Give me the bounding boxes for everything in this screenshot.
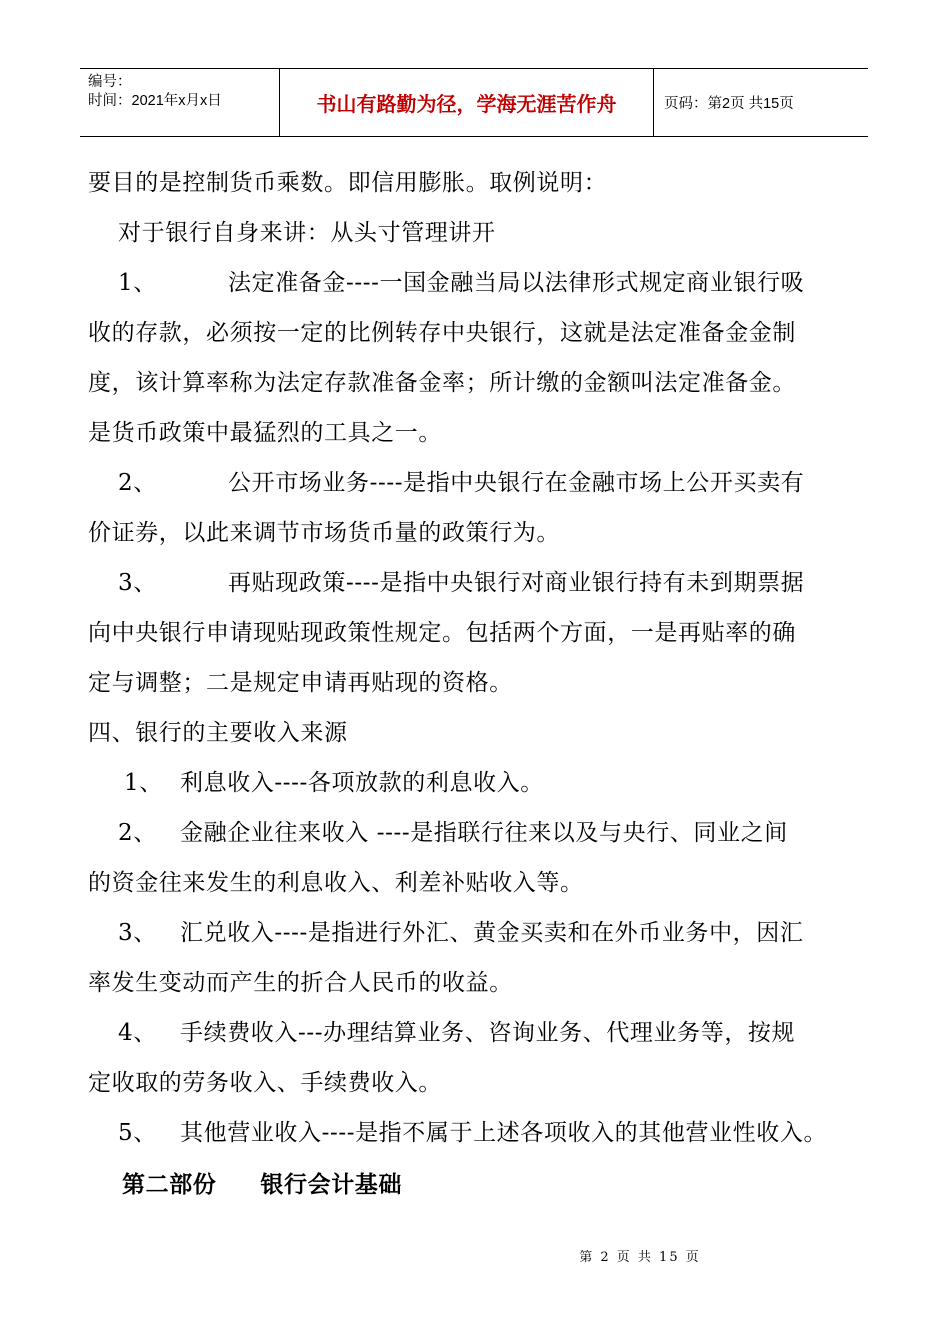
item-text: 汇兑收入----是指进行外汇、黄金买卖和在外币业务中，因汇: [180, 920, 804, 946]
paragraph: 是货币政策中最猛烈的工具之一。: [88, 420, 442, 446]
item-number: 2、: [118, 470, 157, 496]
item-number: 1、: [118, 270, 157, 296]
item-text: 其他营业收入----是指不属于上述各项收入的其他营业性收入。: [180, 1120, 828, 1146]
list-item: [88, 758, 866, 808]
item-number: 1、: [124, 770, 163, 796]
page-header: [80, 68, 868, 137]
item-text: 公开市场业务----是指中央银行在金融市场上公开买卖有: [228, 470, 805, 496]
header-motto: 书山有路勤为径，学海无涯苦作舟: [280, 69, 654, 136]
paragraph: 定与调整；二是规定申请再贴现的资格。: [88, 670, 513, 696]
paragraph: 率发生变动而产生的折合人民币的收益。: [88, 970, 513, 996]
item-text: 手续费收入---办理结算业务、咨询业务、代理业务等，按规: [180, 1020, 796, 1046]
paragraph: 价证券，以此来调节市场货币量的政策行为。: [88, 520, 560, 546]
paragraph: 收的存款，必须按一定的比例转存中央银行，这就是法定准备金金制: [88, 320, 796, 346]
item-number: 3、: [118, 920, 157, 946]
item-text: 利息收入----各项放款的利息收入。: [180, 770, 544, 796]
section-heading: 四、银行的主要收入来源: [88, 720, 348, 746]
list-item: [88, 558, 866, 608]
item-number: 5、: [118, 1120, 157, 1146]
header-meta: [80, 69, 280, 136]
list-item: [88, 1108, 866, 1158]
list-item: [88, 258, 866, 308]
item-number: 3、: [118, 570, 157, 596]
part-number: 第二部份: [122, 1172, 217, 1198]
list-item: [88, 1008, 866, 1058]
part-name: 银行会计基础: [260, 1172, 403, 1198]
part-title: [88, 1160, 866, 1210]
paragraph: 度，该计算率称为法定存款准备金率；所计缴的金额叫法定准备金。: [88, 370, 796, 396]
paragraph: 向中央银行申请现贴现政策性规定。包括两个方面，一是再贴率的确: [88, 620, 796, 646]
paragraph: 对于银行自身来讲：从头寸管理讲开: [118, 220, 496, 246]
item-text: 法定准备金----一国金融当局以法律形式规定商业银行吸: [228, 270, 805, 296]
item-text: 再贴现政策----是指中央银行对商业银行持有未到期票据: [228, 570, 805, 596]
list-item: [88, 908, 866, 958]
list-item: [88, 458, 866, 508]
item-text: 金融企业往来收入 ----是指联行往来以及与央行、同业之间: [180, 820, 788, 846]
item-number: 4、: [118, 1020, 157, 1046]
paragraph: 定收取的劳务收入、手续费收入。: [88, 1070, 442, 1096]
header-time-label: 时间：2021年x月x日: [88, 93, 222, 109]
list-item: [88, 808, 866, 858]
item-number: 2、: [118, 820, 157, 846]
page-footer: 第 2 页 共 15 页: [579, 1250, 701, 1265]
document-body: [88, 158, 866, 1210]
header-page-info: 页码：第2页 共15页: [664, 96, 794, 112]
paragraph: 要目的是控制货币乘数。即信用膨胀。取例说明：: [88, 170, 608, 196]
header-number-label: 编号：: [88, 74, 132, 90]
paragraph: 的资金往来发生的利息收入、利差补贴收入等。: [88, 870, 584, 896]
